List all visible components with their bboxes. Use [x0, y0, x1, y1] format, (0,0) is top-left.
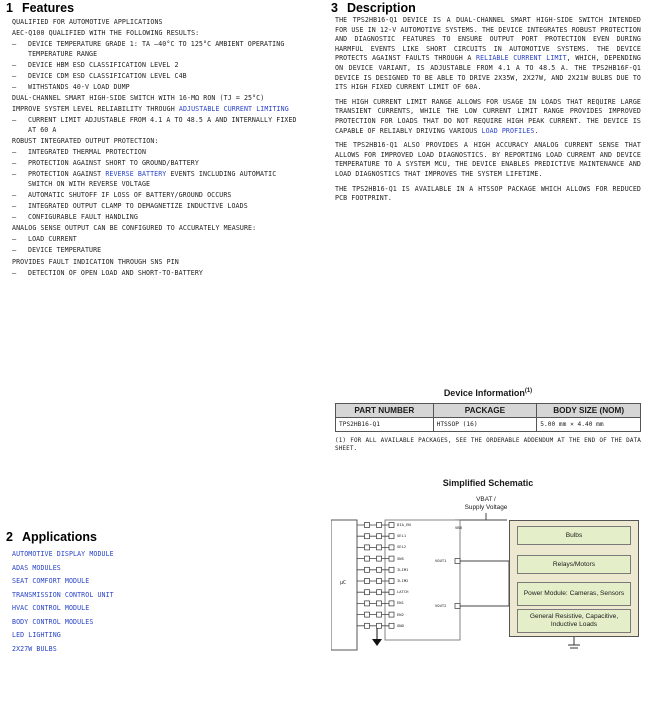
resistor-symbol — [377, 579, 382, 584]
ic-pin-label: VBB — [455, 525, 462, 530]
feature-item: DUAL-CHANNEL SMART HIGH-SIDE SWITCH WITH 16-MΩ RON (TJ = 25°C) — [12, 94, 265, 103]
feature-item: — CURRENT LIMIT ADJUSTABLE FROM 4.1 A TO 48.5 A AND INTERNALLY FIXED AT 60 A — [12, 116, 302, 135]
features-list — [12, 18, 302, 280]
ic-pin-label: VOUT1 — [435, 558, 447, 563]
ic-pin — [389, 623, 394, 628]
ic-pin — [389, 545, 394, 550]
table-header: PART NUMBER — [336, 404, 434, 418]
supply-voltage-label: Supply Voltage — [464, 504, 508, 511]
mcu-label: µC — [340, 580, 347, 586]
ic-pin-label: GND — [397, 622, 404, 628]
load-profiles-link[interactable]: LOAD PROFILES — [481, 126, 535, 135]
feature-item: — INTEGRATED OUTPUT CLAMP TO DEMAGNETIZE INDUCTIVE LOADS — [12, 202, 302, 212]
description-heading: 3 Description — [331, 1, 416, 15]
application-link[interactable]: LED LIGHTING — [12, 631, 61, 639]
resistor-symbol — [377, 590, 382, 595]
resistor-symbol — [365, 601, 370, 606]
feature-item: PROVIDES FAULT INDICATION THROUGH SNS PIN — [12, 257, 179, 266]
resistor-symbol — [377, 567, 382, 572]
table-row — [336, 418, 641, 432]
resistor-symbol — [377, 534, 382, 539]
load-box: Power Module: Cameras, Sensors — [517, 582, 631, 606]
application-link[interactable]: BODY CONTROL MODULES — [12, 617, 94, 626]
ic-pin-label: VOUT2 — [435, 603, 447, 608]
feature-item: — DEVICE CDM ESD CLASSIFICATION LEVEL C4B — [12, 72, 302, 82]
feature-item: — DEVICE HBM ESD CLASSIFICATION LEVEL 2 — [12, 61, 302, 71]
ic-pin — [389, 579, 394, 584]
resistor-symbol — [365, 534, 370, 539]
ic-pin-label: EN2 — [397, 611, 404, 617]
resistor-symbol — [377, 623, 382, 628]
feature-item: QUALIFIED FOR AUTOMOTIVE APPLICATIONS — [12, 18, 163, 26]
device-info-caption: Device Information$^{(1)}$ — [443, 388, 533, 398]
description-paragraph-3: THE TPS2HB16-Q1 ALSO PROVIDES A HIGH ACCURACY ANALOG CURRENT SENSE THAT ALLOWS FOR IMPROVED LOAD DIAGNOSTICS. BY REPORTING LOAD CURRENT AND DEVICE TEMPERATURE TO A SYSTEM MCU, THE DEVICE ENABLES PREDICTIVE MAINTENANCE AND LOAD DIAGNOSTICS THAT IMPROVES THE SYSTEM LIFETIME. — [335, 141, 641, 178]
feature-item: — PROTECTION AGAINST REVERSE BATTERY EVENTS INCLUDING AUTOMATIC SWITCH ON WITH REVERSE VOLTAGE — [12, 170, 302, 189]
resistor-symbol — [377, 556, 382, 561]
resistor-symbol — [365, 556, 370, 561]
feature-item: — DETECTION OF OPEN LOAD AND SHORT-TO-BATTERY — [12, 269, 302, 279]
ic-pin-label: SNS — [397, 555, 404, 561]
ground-arrow — [372, 639, 382, 646]
feature-link[interactable]: ADJUSTABLE CURRENT LIMITING — [178, 105, 289, 114]
application-link[interactable]: AUTOMOTIVE DISPLAY MODULE — [12, 550, 114, 558]
ic-pin — [455, 559, 460, 564]
ic-pin — [389, 612, 394, 617]
applications-heading: 2 Applications — [6, 530, 97, 544]
application-link[interactable]: ADAS MODULES — [12, 563, 61, 572]
ic-pin-label: ILIM2 — [397, 578, 409, 583]
ic-pin-label: LATCH — [397, 589, 409, 595]
simplified-schematic — [331, 495, 644, 665]
resistor-symbol — [377, 612, 382, 617]
feature-item: — LOAD CURRENT — [12, 235, 302, 245]
table-header: BODY SIZE (NOM) — [537, 404, 641, 418]
ic-pin — [389, 567, 394, 572]
resistor-symbol — [365, 579, 370, 584]
ic-pin — [389, 523, 394, 528]
ic-pin-label: EN1 — [397, 600, 404, 606]
ic-pin-label: SEL1 — [397, 533, 407, 539]
ic-pin — [389, 601, 394, 606]
device-info-table — [335, 403, 641, 432]
application-link[interactable]: 2X27W BULBS — [12, 644, 57, 653]
load-box: Relays/Motors — [517, 555, 631, 574]
resistor-symbol — [365, 567, 370, 572]
table-cell-part-number: TPS2HB16-Q1 — [336, 418, 434, 432]
feature-item: — DEVICE TEMPERATURE GRADE 1: TA –40°C TO 125°C AMBIENT OPERATING TEMPERATURE RANGE — [12, 40, 302, 59]
table-header: PACKAGE — [433, 404, 537, 418]
table-cell-body-size: 5.00 mm × 4.40 mm — [537, 418, 641, 432]
feature-item: IMPROVE SYSTEM LEVEL RELIABILITY THROUGH ADJUSTABLE CURRENT LIMITING — [12, 105, 289, 114]
ic-pin — [389, 556, 394, 561]
resistor-symbol — [377, 601, 382, 606]
resistor-symbol — [377, 523, 382, 528]
description-paragraph-1: THE TPS2HB16-Q1 DEVICE IS A DUAL-CHANNEL SMART HIGH-SIDE SWITCH INTENDED FOR USE IN 12-V AUTOMOTIVE SYSTEMS. THE DEVICE INTEGRATES ROBUST PROTECTION AND DIAGNOSTIC FEATURES TO ENSURE OUTPUT PORT PROTECTION EVEN DURING HARMFUL EVENTS LIKE SHORT CIRCUITS IN AUTOMOTIVE SYSTEMS. THE DEVICE PROTECTS AGAINST FAULTS THROUGH A RELIABLE CURRENT LIMIT, WHICH, DEPENDING ON DEVICE VARIANT, IS ADJUSTABLE FROM 4.1 A TO 48.5 A. THE TPS2HB16F-Q1 DEVICE IS DESIGNED TO BE ABLE TO DRIVE 2X35W, 2X27W, AND 2X21W BULBS DUE TO ITS HIGH FIXED CURRENT LIMIT OF 60A. — [335, 16, 641, 92]
feature-item: — PROTECTION AGAINST SHORT TO GROUND/BATTERY — [12, 159, 302, 169]
resistor-symbol — [365, 590, 370, 595]
ic-pin — [389, 590, 394, 595]
resistor-symbol — [365, 623, 370, 628]
feature-item: — WITHSTANDS 40-V LOAD DUMP — [12, 83, 302, 93]
feature-item: AEC-Q100 QUALIFIED WITH THE FOLLOWING RESULTS: — [12, 29, 200, 38]
application-link[interactable]: TRANSMISSION CONTROL UNIT — [12, 590, 114, 599]
application-link[interactable]: SEAT COMFORT MODULE — [12, 577, 90, 585]
feature-link[interactable]: REVERSE BATTERY — [105, 170, 167, 179]
feature-item: — CONFIGURABLE FAULT HANDLING — [12, 213, 302, 223]
features-heading: 1 Features — [6, 1, 75, 15]
feature-item: ANALOG SENSE OUTPUT CAN BE CONFIGURED TO ACCURATELY MEASURE: — [12, 224, 257, 233]
ic-pin-label: SEL2 — [397, 544, 407, 550]
table-footnote: (1) FOR ALL AVAILABLE PACKAGES, SEE THE ORDERABLE ADDENDUM AT THE END OF THE DATA SHEET. — [335, 437, 641, 452]
resistor-symbol — [365, 523, 370, 528]
ic-pin-label: DIA_EN — [397, 522, 411, 527]
load-box: General Resistive, Capacitive, Inductive Loads — [517, 609, 631, 633]
applications-list — [12, 548, 302, 656]
resistor-symbol — [365, 612, 370, 617]
vbat-label: VBAT / — [476, 496, 496, 503]
application-link[interactable]: HVAC CONTROL MODULE — [12, 604, 90, 612]
ic-pin — [389, 534, 394, 539]
resistor-symbol — [365, 545, 370, 550]
description-paragraph-4: THE TPS2HB16-Q1 IS AVAILABLE IN A HTSSOP PACKAGE WHICH ALLOWS FOR REDUCED PCB FOOTPRINT. — [335, 184, 641, 203]
ic-pin-label: ILIM1 — [397, 566, 409, 572]
description-paragraph-2: THE HIGH CURRENT LIMIT RANGE ALLOWS FOR USAGE IN LOADS THAT REQUIRE LARGE TRANSIENT CURRENTS, WHILE THE LOW CURRENT LIMIT RANGE PROVIDES IMPROVED PROTECTION FOR LOADS THAT DO NOT REQUIRE HIGH PEAK CURRENT. THE DEVICE IS CAPABLE OF RELIABLY DRIVING VARIOUS LOAD PROFILES. — [335, 97, 641, 135]
table-cell-package: HTSSOP (16) — [433, 418, 537, 432]
feature-item: — INTEGRATED THERMAL PROTECTION — [12, 148, 302, 158]
schematic-caption: Simplified Schematic — [442, 478, 534, 488]
feature-item: ROBUST INTEGRATED OUTPUT PROTECTION: — [12, 137, 159, 146]
load-box: Bulbs — [517, 526, 631, 545]
ic-pin — [455, 604, 460, 609]
reliable-current-limit-link[interactable]: RELIABLE CURRENT LIMIT — [476, 54, 567, 63]
feature-item: — AUTOMATIC SHUTOFF IF LOSS OF BATTERY/GROUND OCCURS — [12, 191, 302, 201]
feature-item: — DEVICE TEMPERATURE — [12, 246, 302, 256]
resistor-symbol — [377, 545, 382, 550]
